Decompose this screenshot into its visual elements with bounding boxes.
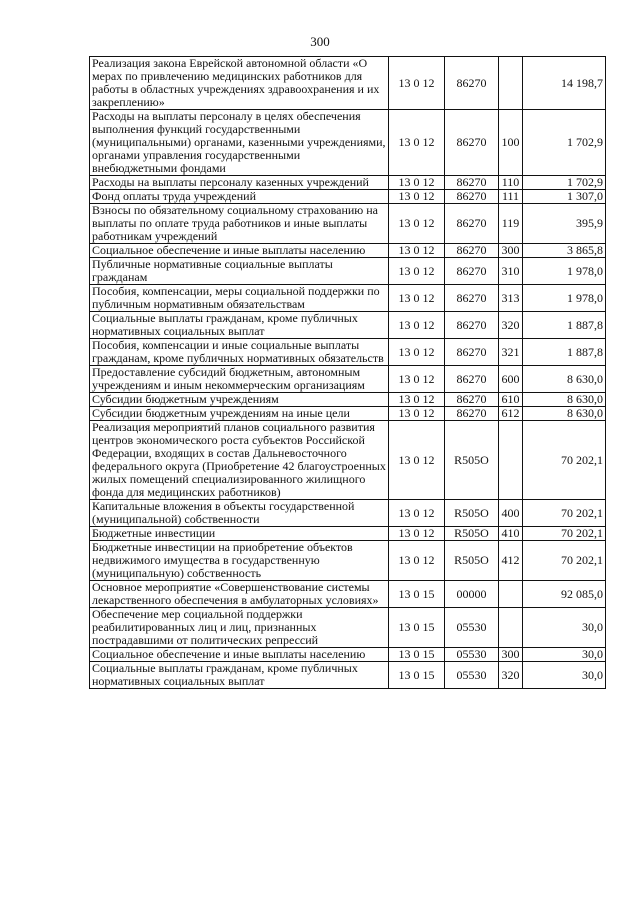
row-name: Реализация мероприятий планов социального развития центров экономического роста субъектов Российской Федерации, входящих в состав Дальневосточного федерального округа (Приобретение 42 благоустроенных жилых помещений специализированного жилищного фонда для медицинских работников) bbox=[90, 421, 389, 500]
row-expense-type: 310 bbox=[499, 258, 523, 285]
row-name: Бюджетные инвестиции на приобретение объектов недвижимого имущества в государственную (муниципальную) собственность bbox=[90, 541, 389, 581]
row-expense-type: 320 bbox=[499, 312, 523, 339]
row-amount: 70 202,1 bbox=[523, 541, 606, 581]
row-code: 00000 bbox=[445, 581, 499, 608]
row-section: 13 0 12 bbox=[389, 339, 445, 366]
row-section: 13 0 15 bbox=[389, 608, 445, 648]
row-code: 86270 bbox=[445, 57, 499, 110]
row-section: 13 0 12 bbox=[389, 421, 445, 500]
row-section: 13 0 15 bbox=[389, 581, 445, 608]
row-code: 86270 bbox=[445, 176, 499, 190]
row-expense-type: 410 bbox=[499, 527, 523, 541]
row-amount: 70 202,1 bbox=[523, 500, 606, 527]
table-row bbox=[90, 285, 606, 312]
row-name: Бюджетные инвестиции bbox=[90, 527, 389, 541]
row-name: Предоставление субсидий бюджетным, автономным учреждениям и иным некоммерческим организациям bbox=[90, 366, 389, 393]
row-amount: 1 307,0 bbox=[523, 190, 606, 204]
table-row bbox=[90, 662, 606, 689]
table-row bbox=[90, 608, 606, 648]
row-expense-type: 610 bbox=[499, 393, 523, 407]
row-section: 13 0 12 bbox=[389, 312, 445, 339]
row-expense-type bbox=[499, 57, 523, 110]
row-amount: 3 865,8 bbox=[523, 244, 606, 258]
table-row bbox=[90, 176, 606, 190]
row-expense-type: 600 bbox=[499, 366, 523, 393]
row-section: 13 0 12 bbox=[389, 57, 445, 110]
table-row bbox=[90, 407, 606, 421]
row-code: 86270 bbox=[445, 190, 499, 204]
row-expense-type: 111 bbox=[499, 190, 523, 204]
row-expense-type: 313 bbox=[499, 285, 523, 312]
row-amount: 1 887,8 bbox=[523, 339, 606, 366]
row-code: 05530 bbox=[445, 662, 499, 689]
row-expense-type bbox=[499, 421, 523, 500]
row-amount: 395,9 bbox=[523, 204, 606, 244]
row-name: Пособия, компенсации и иные социальные выплаты гражданам, кроме публичных нормативных обязательств bbox=[90, 339, 389, 366]
table-row bbox=[90, 581, 606, 608]
row-name: Социальное обеспечение и иные выплаты населению bbox=[90, 648, 389, 662]
table-row bbox=[90, 339, 606, 366]
row-expense-type: 321 bbox=[499, 339, 523, 366]
row-section: 13 0 15 bbox=[389, 648, 445, 662]
table-row bbox=[90, 421, 606, 500]
row-section: 13 0 12 bbox=[389, 407, 445, 421]
row-section: 13 0 12 bbox=[389, 244, 445, 258]
table-row bbox=[90, 393, 606, 407]
table-row bbox=[90, 57, 606, 110]
row-expense-type: 110 bbox=[499, 176, 523, 190]
table-row bbox=[90, 366, 606, 393]
row-name: Пособия, компенсации, меры социальной поддержки по публичным нормативным обязательствам bbox=[90, 285, 389, 312]
table-row bbox=[90, 312, 606, 339]
row-name: Расходы на выплаты персоналу в целях обеспечения выполнения функций государственными (муниципальными) органами, казенными учреждениями, органами управления государственными внебюджетными фондами bbox=[90, 110, 389, 176]
row-section: 13 0 12 bbox=[389, 285, 445, 312]
row-name: Реализация закона Еврейской автономной области «О мерах по привлечению медицинских работников для работы в областных учреждениях здравоохранения и их закреплению» bbox=[90, 57, 389, 110]
row-expense-type: 300 bbox=[499, 244, 523, 258]
row-code: 05530 bbox=[445, 608, 499, 648]
row-amount: 8 630,0 bbox=[523, 366, 606, 393]
row-code: 86270 bbox=[445, 258, 499, 285]
row-code: 86270 bbox=[445, 407, 499, 421]
row-amount: 70 202,1 bbox=[523, 527, 606, 541]
row-code: 86270 bbox=[445, 204, 499, 244]
row-section: 13 0 12 bbox=[389, 190, 445, 204]
table-row bbox=[90, 527, 606, 541]
row-amount: 92 085,0 bbox=[523, 581, 606, 608]
row-amount: 30,0 bbox=[523, 662, 606, 689]
row-expense-type bbox=[499, 608, 523, 648]
row-section: 13 0 15 bbox=[389, 662, 445, 689]
row-section: 13 0 12 bbox=[389, 110, 445, 176]
row-section: 13 0 12 bbox=[389, 176, 445, 190]
row-name: Социальные выплаты гражданам, кроме публичных нормативных социальных выплат bbox=[90, 662, 389, 689]
budget-table bbox=[89, 56, 606, 689]
row-name: Обеспечение мер социальной поддержки реабилитированных лиц и лиц, признанных пострадавшими от политических репрессий bbox=[90, 608, 389, 648]
row-section: 13 0 12 bbox=[389, 366, 445, 393]
row-section: 13 0 12 bbox=[389, 204, 445, 244]
row-name: Фонд оплаты труда учреждений bbox=[90, 190, 389, 204]
table-row bbox=[90, 204, 606, 244]
row-expense-type: 300 bbox=[499, 648, 523, 662]
row-code: 86270 bbox=[445, 285, 499, 312]
row-code: R505O bbox=[445, 421, 499, 500]
row-section: 13 0 12 bbox=[389, 500, 445, 527]
row-name: Основное мероприятие «Совершенствование системы лекарственного обеспечения в амбулаторных условиях» bbox=[90, 581, 389, 608]
row-amount: 8 630,0 bbox=[523, 393, 606, 407]
row-expense-type: 612 bbox=[499, 407, 523, 421]
row-name: Субсидии бюджетным учреждениям на иные цели bbox=[90, 407, 389, 421]
row-expense-type: 119 bbox=[499, 204, 523, 244]
row-code: 86270 bbox=[445, 366, 499, 393]
row-amount: 30,0 bbox=[523, 648, 606, 662]
row-code: 86270 bbox=[445, 339, 499, 366]
row-code: 86270 bbox=[445, 312, 499, 339]
row-amount: 14 198,7 bbox=[523, 57, 606, 110]
row-amount: 30,0 bbox=[523, 608, 606, 648]
row-expense-type: 412 bbox=[499, 541, 523, 581]
table-row bbox=[90, 500, 606, 527]
row-code: 05530 bbox=[445, 648, 499, 662]
table-row bbox=[90, 541, 606, 581]
row-amount: 1 702,9 bbox=[523, 176, 606, 190]
row-section: 13 0 12 bbox=[389, 393, 445, 407]
row-name: Взносы по обязательному социальному страхованию на выплаты по оплате труда работников и иные выплаты работникам учреждений bbox=[90, 204, 389, 244]
row-code: 86270 bbox=[445, 393, 499, 407]
table-row bbox=[90, 190, 606, 204]
row-amount: 1 978,0 bbox=[523, 258, 606, 285]
table-row bbox=[90, 110, 606, 176]
row-expense-type: 100 bbox=[499, 110, 523, 176]
row-expense-type: 320 bbox=[499, 662, 523, 689]
table-row bbox=[90, 244, 606, 258]
row-name: Расходы на выплаты персоналу казенных учреждений bbox=[90, 176, 389, 190]
row-name: Социальное обеспечение и иные выплаты населению bbox=[90, 244, 389, 258]
row-code: R505O bbox=[445, 527, 499, 541]
row-section: 13 0 12 bbox=[389, 541, 445, 581]
row-name: Субсидии бюджетным учреждениям bbox=[90, 393, 389, 407]
row-expense-type bbox=[499, 581, 523, 608]
row-amount: 1 887,8 bbox=[523, 312, 606, 339]
row-name: Публичные нормативные социальные выплаты гражданам bbox=[90, 258, 389, 285]
row-code: 86270 bbox=[445, 244, 499, 258]
row-name: Капитальные вложения в объекты государственной (муниципальной) собственности bbox=[90, 500, 389, 527]
table-row bbox=[90, 648, 606, 662]
row-amount: 8 630,0 bbox=[523, 407, 606, 421]
table-row bbox=[90, 258, 606, 285]
row-amount: 1 702,9 bbox=[523, 110, 606, 176]
row-code: 86270 bbox=[445, 110, 499, 176]
row-amount: 70 202,1 bbox=[523, 421, 606, 500]
row-expense-type: 400 bbox=[499, 500, 523, 527]
page-number: 300 bbox=[310, 34, 330, 49]
row-section: 13 0 12 bbox=[389, 258, 445, 285]
row-section: 13 0 12 bbox=[389, 527, 445, 541]
row-code: R505O bbox=[445, 500, 499, 527]
row-code: R505O bbox=[445, 541, 499, 581]
row-name: Социальные выплаты гражданам, кроме публичных нормативных социальных выплат bbox=[90, 312, 389, 339]
row-amount: 1 978,0 bbox=[523, 285, 606, 312]
